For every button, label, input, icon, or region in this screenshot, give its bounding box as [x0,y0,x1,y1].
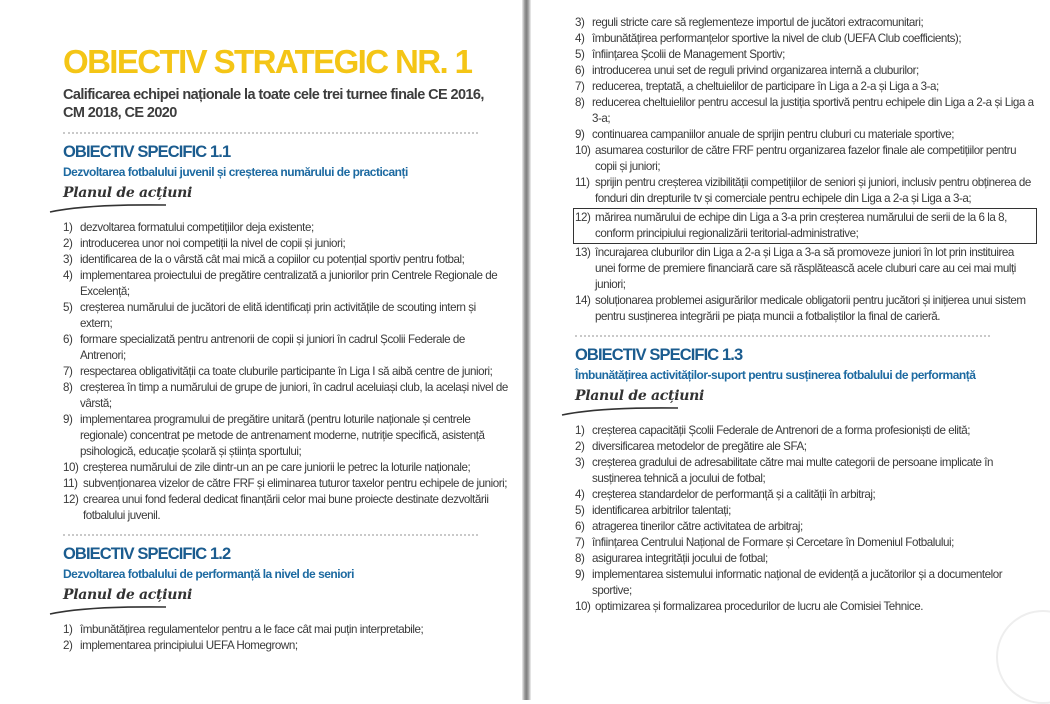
list-item [63,638,508,654]
dotted-divider [63,534,478,536]
item-number: 7) [575,80,585,93]
item-text: creșterea în timp a numărului de grupe de juniori, în cadrul aceluiași club, la același nivel de vârstă; [80,381,508,410]
list-item [63,476,508,492]
item-text: subvenționarea vizelor de către FRF și eliminarea tuturor taxelor pentru echipele de juniori; [83,477,508,490]
item-number: 7) [63,365,73,378]
list-item [575,15,1035,31]
item-text: atragerea tinerilor către activitatea de arbitraj; [592,520,803,533]
list-item [575,535,1035,551]
list-item [575,245,1035,293]
section-1-1-heading: OBIECTIV SPECIFIC 1.1 [63,143,231,161]
item-number: 2) [63,237,73,250]
item-number: 4) [575,32,585,45]
action-list-1-3 [575,423,1035,615]
item-text: implementarea sistemului informatic național de evidență a jucătorilor și a documentelor sportive; [592,568,1003,597]
item-number: 10) [575,144,591,157]
list-item [575,599,1035,615]
item-text: înființarea Școlii de Management Sportiv; [592,48,785,61]
item-number: 1) [63,221,73,234]
action-list-1-1 [63,220,508,524]
list-item [63,332,508,364]
item-number: 14) [575,294,591,307]
list-item [63,460,508,476]
item-text: identificarea arbitrilor talentați; [592,504,731,517]
item-text: dezvoltarea formatului competițiilor deja existente; [80,221,314,234]
action-plan-label: Planul de acțiuni [575,388,704,404]
item-number: 10) [575,600,591,613]
list-item [575,175,1035,207]
item-text: reducerea, treptată, a cheltuielilor de participare în Liga a 2-a și Liga a 3-a; [592,80,939,93]
list-item [575,487,1035,503]
item-text: încurajarea cluburilor din Liga a 2-a și Liga a 3-a să promoveze juniori în lot prin instituirea unei forme de premiere financiară care să răsplătească acele cluburi care au cei mai mulți juniori; [595,246,1016,291]
item-text: implementarea principiului UEFA Homegrown; [80,639,298,652]
item-number: 8) [63,381,73,394]
list-item [575,95,1035,127]
underline-swoosh-icon [560,405,680,417]
strategic-objective-subtitle: Calificarea echipei naționale la toate cele trei turnee finale CE 2016, CM 2018, CE 2020 [63,87,484,121]
action-list-1-2-continued [575,15,1035,325]
item-text: identificarea de la o vârstă cât mai mică a copiilor cu potențial sportiv pentru fotbal; [80,253,465,266]
item-text: înființarea Centrului Național de Formare și Cercetare în Domeniul Fotbalului; [592,536,954,549]
list-item [63,268,508,300]
item-number: 9) [63,413,73,426]
item-number: 9) [575,128,585,141]
section-1-3-subheading: Îmbunătățirea activităților-suport pentru susținerea fotbalului de performanță [575,368,976,382]
item-text: creșterea gradului de adresabilitate către mai multe categorii de persoane implicate în susținerea tehnică a jocului de fotbal; [592,456,994,485]
item-number: 2) [63,639,73,652]
item-number: 7) [575,536,585,549]
highlighted-list-item [575,210,1035,242]
item-number: 12) [63,493,79,506]
dotted-divider [63,132,478,134]
list-item [575,439,1035,455]
item-text: reducerea cheltuielilor pentru accesul la justiția sportivă pentru echipele din Liga a 2-a și Liga a 3-a; [592,96,1034,125]
item-number: 5) [575,48,585,61]
list-item [575,31,1035,47]
list-item [575,127,1035,143]
item-text: sprijin pentru creșterea vizibilității competițiilor de seniori și juniori, inclusiv pentru obținerea de fonduri din drepturile tv și comerciale pentru echipele din Liga a 2-a și Liga a 3-a; [595,176,1031,205]
list-item [575,143,1035,175]
list-item [575,503,1035,519]
item-text: îmbunătățirea performanțelor sportive la nivel de club (UEFA Club coefficients); [592,32,962,45]
item-number: 1) [575,424,585,437]
right-page [531,0,1050,700]
item-number: 4) [63,269,73,282]
item-number: 5) [63,301,73,314]
item-number: 3) [575,456,585,469]
book-gutter [522,0,531,700]
item-number: 3) [63,253,73,266]
item-text: continuarea campaniilor anuale de sprijin pentru cluburi cu materiale sportive; [592,128,955,141]
item-text: creșterea capacității Școlii Federale de Antrenori de a forma profesioniști de elită; [592,424,971,437]
item-text: reguli stricte care să reglementeze importul de jucători extracomunitari; [592,16,924,29]
item-number: 4) [575,488,585,501]
list-item [575,455,1035,487]
item-text: introducerea unor noi competiții la nivel de copii și juniori; [80,237,346,250]
item-number: 11) [63,477,78,490]
item-number: 8) [575,96,585,109]
item-number: 10) [63,461,79,474]
item-text: asigurarea integrității jocului de fotbal; [592,552,768,565]
item-text: respectarea obligativității ca toate cluburile participante în Liga I să aibă centre de juniori; [80,365,493,378]
section-1-2-heading: OBIECTIV SPECIFIC 1.2 [63,545,231,563]
item-number: 1) [63,623,73,636]
item-text: creșterea numărului de zile dintr-un an pe care juniorii le petrec la loturile naționale; [83,461,471,474]
item-text: crearea unui fond federal dedicat finanțării celor mai bune proiecte destinate dezvoltării fotbalului juvenil. [83,493,489,522]
section-1-1-subheading: Dezvoltarea fotbalului juvenil și creșterea numărului de practicanți [63,165,408,179]
item-number: 6) [575,64,585,77]
item-text: mărirea numărului de echipe din Liga a 3-a prin creșterea numărului de serii de la 6 la 8, conform principiului regionalizării teritorial-administrative; [595,211,1007,240]
item-text: introducerea unui set de reguli privind organizarea internă a cluburilor; [592,64,919,77]
item-number: 13) [575,246,591,259]
list-item [63,236,508,252]
underline-swoosh-icon [48,604,168,616]
item-number: 6) [63,333,73,346]
item-number: 11) [575,176,590,189]
item-number: 3) [575,16,585,29]
item-number: 12) [575,211,591,224]
item-number: 9) [575,568,585,581]
watermark-stamp [996,610,1050,704]
action-plan-label: Planul de acțiuni [63,185,192,201]
section-1-2-subheading: Dezvoltarea fotbalului de performanță la nivel de seniori [63,567,354,581]
strategic-objective-title: OBIECTIV STRATEGIC NR. 1 [63,43,472,80]
item-text: creșterea numărului de jucători de elită identificați prin activitățile de scouting intern și extern; [80,301,476,330]
list-item [575,47,1035,63]
item-number: 2) [575,440,585,453]
item-number: 6) [575,520,585,533]
list-item [575,63,1035,79]
list-item [575,567,1035,599]
list-item [63,492,508,524]
item-text: îmbunătățirea regulamentelor pentru a le face cât mai puțin interpretabile; [80,623,424,636]
list-item [575,79,1035,95]
item-text: formare specializată pentru antrenorii de copii și juniori în cadrul Școlii Federale de Antrenori; [80,333,465,362]
list-item [63,252,508,268]
item-number: 8) [575,552,585,565]
item-text: creșterea standardelor de performanță și a calității în arbitraj; [592,488,876,501]
list-item [575,293,1035,325]
item-text: implementarea programului de pregătire unitară (pentru loturile naționale și centrele regionale) concentrat pe metode de antrenament moderne, nutriție specifică, asistență psihologică, educație școlară și știința sportului; [80,413,485,458]
item-text: optimizarea și formalizarea procedurilor de lucru ale Comisiei Tehnice. [595,600,924,613]
list-item [63,300,508,332]
item-text: implementarea proiectului de pregătire centralizată a juniorilor prin Centrele Regionale de Excelență; [80,269,498,298]
item-text: diversificarea metodelor de pregătire ale SFA; [592,440,807,453]
action-list-1-2 [63,622,508,654]
action-plan-label: Planul de acțiuni [63,587,192,603]
section-1-3-heading: OBIECTIV SPECIFIC 1.3 [575,346,743,364]
list-item [63,364,508,380]
item-text: asumarea costurilor de către FRF pentru organizarea fazelor finale ale competițiilor pentru copii și juniori; [595,144,1017,173]
list-item [575,519,1035,535]
item-text: soluționarea problemei asigurărilor medicale obligatorii pentru jucători și inițierea unui sistem pentru susținerea integrării pe piața muncii a fotbaliștilor la final de carieră. [595,294,1026,323]
list-item [63,412,508,460]
list-item [63,380,508,412]
list-item [575,551,1035,567]
dotted-divider [575,335,990,337]
list-item [63,622,508,638]
left-page [0,0,522,700]
list-item [575,423,1035,439]
item-number: 5) [575,504,585,517]
list-item [63,220,508,236]
underline-swoosh-icon [48,202,168,214]
